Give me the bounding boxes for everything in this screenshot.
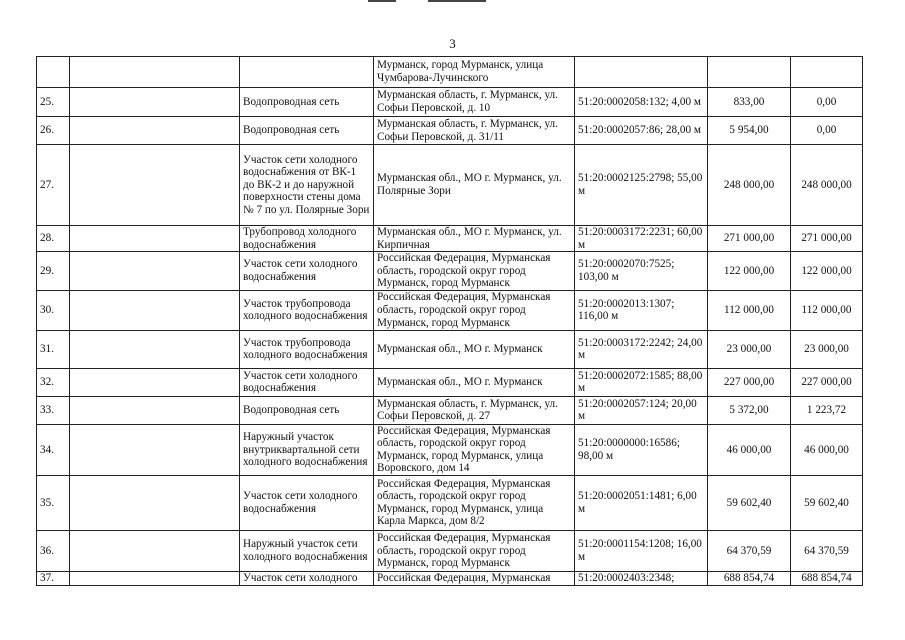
book-value: 271 000,00 — [708, 226, 791, 252]
table-row — [37, 88, 863, 117]
cadastral-number: 51:20:0002058:132; 4,00 м — [575, 88, 708, 117]
book-value: 46 000,00 — [708, 424, 791, 475]
object-address: Российская Федерация, Мурманская область, городской округ город Мурманск, город Мурманск, улица Воровского, дом 14 — [374, 424, 575, 475]
empty-cell — [70, 368, 240, 396]
object-address: Мурманск, город Мурманск, улица Чумбарова-Лучинского — [374, 57, 575, 88]
object-address: Мурманская область, г. Мурманск, ул. Софьи Перовской, д. 27 — [374, 396, 575, 424]
page-number: 3 — [449, 36, 456, 51]
table-row — [37, 145, 863, 226]
empty-cell — [70, 290, 240, 330]
empty-cell — [70, 88, 240, 117]
cadastral-number: 51:20:0002125:2798; 55,00 м — [575, 145, 708, 226]
empty-cell — [70, 424, 240, 475]
residual-value: 0,00 — [791, 88, 863, 117]
book-value: 5 372,00 — [708, 396, 791, 424]
empty-cell — [70, 226, 240, 252]
property-registry-table — [36, 56, 863, 586]
residual-value: 122 000,00 — [791, 252, 863, 291]
row-number: 36. — [37, 530, 70, 571]
object-name: Участок трубопровода холодного водоснабжения — [240, 290, 374, 330]
table-row — [37, 396, 863, 424]
empty-cell — [70, 117, 240, 145]
row-number: 27. — [37, 145, 70, 226]
book-value — [708, 57, 791, 88]
residual-value: 248 000,00 — [791, 145, 863, 226]
empty-cell — [70, 145, 240, 226]
row-number: 33. — [37, 396, 70, 424]
object-name: Наружный участок внутриквартальной сети холодного водоснабжения — [240, 424, 374, 475]
residual-value: 0,00 — [791, 117, 863, 145]
object-name: Водопроводная сеть — [240, 396, 374, 424]
cadastral-number: 51:20:0002070:7525; 103,00 м — [575, 252, 708, 291]
object-address: Российская Федерация, Мурманская — [374, 571, 575, 585]
row-number — [37, 57, 70, 88]
table-row — [37, 252, 863, 291]
object-address: Мурманская область, г. Мурманск, ул. Софьи Перовской, д. 10 — [374, 88, 575, 117]
book-value: 64 370,59 — [708, 530, 791, 571]
empty-cell — [70, 252, 240, 291]
object-name: Водопроводная сеть — [240, 88, 374, 117]
book-value: 23 000,00 — [708, 330, 791, 368]
cadastral-number — [575, 57, 708, 88]
row-number: 35. — [37, 475, 70, 530]
residual-value: 688 854,74 — [791, 571, 863, 585]
table-row — [37, 571, 863, 585]
row-number: 25. — [37, 88, 70, 117]
book-value: 122 000,00 — [708, 252, 791, 291]
cadastral-number: 51:20:0003172:2231; 60,00 м — [575, 226, 708, 252]
book-value: 688 854,74 — [708, 571, 791, 585]
object-name: Участок трубопровода холодного водоснабжения — [240, 330, 374, 368]
row-number: 29. — [37, 252, 70, 291]
empty-cell — [70, 571, 240, 585]
object-address: Мурманская обл., МО г. Мурманск — [374, 368, 575, 396]
object-address: Российская Федерация, Мурманская область, городской округ город Мурманск, город Мурманск — [374, 530, 575, 571]
book-value: 5 954,00 — [708, 117, 791, 145]
object-address: Российская Федерация, Мурманская область, городской округ город Мурманск, город Мурманск — [374, 252, 575, 291]
table-row — [37, 330, 863, 368]
row-number: 31. — [37, 330, 70, 368]
book-value: 833,00 — [708, 88, 791, 117]
row-number: 34. — [37, 424, 70, 475]
residual-value: 1 223,72 — [791, 396, 863, 424]
residual-value: 23 000,00 — [791, 330, 863, 368]
empty-cell — [70, 396, 240, 424]
cadastral-number: 51:20:0002403:2348; — [575, 571, 708, 585]
residual-value: 112 000,00 — [791, 290, 863, 330]
object-address: Мурманская обл., МО г. Мурманск, ул. Полярные Зори — [374, 145, 575, 226]
row-number: 30. — [37, 290, 70, 330]
object-name: Участок сети холодного водоснабжения от ВК-1 до ВК-2 и до наружной поверхности стены дома № 7 по ул. Полярные Зори — [240, 145, 374, 226]
cadastral-number: 51:20:0002057:86; 28,00 м — [575, 117, 708, 145]
table-row — [37, 475, 863, 530]
cadastral-number: 51:20:0002072:1585; 88,00 м — [575, 368, 708, 396]
object-name: Наружный участок сети холодного водоснабжения — [240, 530, 374, 571]
book-value: 59 602,40 — [708, 475, 791, 530]
object-name: Участок сети холодного водоснабжения — [240, 475, 374, 530]
table-row — [37, 368, 863, 396]
empty-cell — [70, 475, 240, 530]
table-row — [37, 290, 863, 330]
object-address: Мурманская область, г. Мурманск, ул. Софьи Перовской, д. 31/11 — [374, 117, 575, 145]
object-name — [240, 57, 374, 88]
row-number: 32. — [37, 368, 70, 396]
book-value: 112 000,00 — [708, 290, 791, 330]
object-name: Водопроводная сеть — [240, 117, 374, 145]
cadastral-number: 51:20:0002057:124; 20,00 м — [575, 396, 708, 424]
book-value: 227 000,00 — [708, 368, 791, 396]
table-row — [37, 117, 863, 145]
scan-top-marks — [368, 0, 488, 4]
cadastral-number: 51:20:0002013:1307; 116,00 м — [575, 290, 708, 330]
table-row — [37, 424, 863, 475]
cadastral-number: 51:20:0002051:1481; 6,00 м — [575, 475, 708, 530]
cadastral-number: 51:20:0000000:16586; 98,00 м — [575, 424, 708, 475]
cadastral-number: 51:20:0001154:1208; 16,00 м — [575, 530, 708, 571]
cadastral-number: 51:20:0003172:2242; 24,00 м — [575, 330, 708, 368]
empty-cell — [70, 330, 240, 368]
object-name: Участок сети холодного водоснабжения — [240, 252, 374, 291]
residual-value: 227 000,00 — [791, 368, 863, 396]
residual-value: 64 370,59 — [791, 530, 863, 571]
object-address: Российская Федерация, Мурманская область, городской округ город Мурманск, город Мурманск — [374, 290, 575, 330]
residual-value: 271 000,00 — [791, 226, 863, 252]
book-value: 248 000,00 — [708, 145, 791, 226]
row-number: 26. — [37, 117, 70, 145]
row-number: 28. — [37, 226, 70, 252]
object-name: Участок сети холодного — [240, 571, 374, 585]
object-name: Участок сети холодного водоснабжения — [240, 368, 374, 396]
row-number: 37. — [37, 571, 70, 585]
table-row — [37, 226, 863, 252]
table-row — [37, 530, 863, 571]
residual-value — [791, 57, 863, 88]
table-row — [37, 57, 863, 88]
residual-value: 46 000,00 — [791, 424, 863, 475]
object-address: Мурманская обл., МО г. Мурманск, ул. Кирпичная — [374, 226, 575, 252]
object-address: Мурманская обл., МО г. Мурманск — [374, 330, 575, 368]
object-name: Трубопровод холодного водоснабжения — [240, 226, 374, 252]
empty-cell — [70, 57, 240, 88]
residual-value: 59 602,40 — [791, 475, 863, 530]
empty-cell — [70, 530, 240, 571]
object-address: Российская Федерация, Мурманская область, городской округ город Мурманск, город Мурманск, улица Карла Маркса, дом 8/2 — [374, 475, 575, 530]
